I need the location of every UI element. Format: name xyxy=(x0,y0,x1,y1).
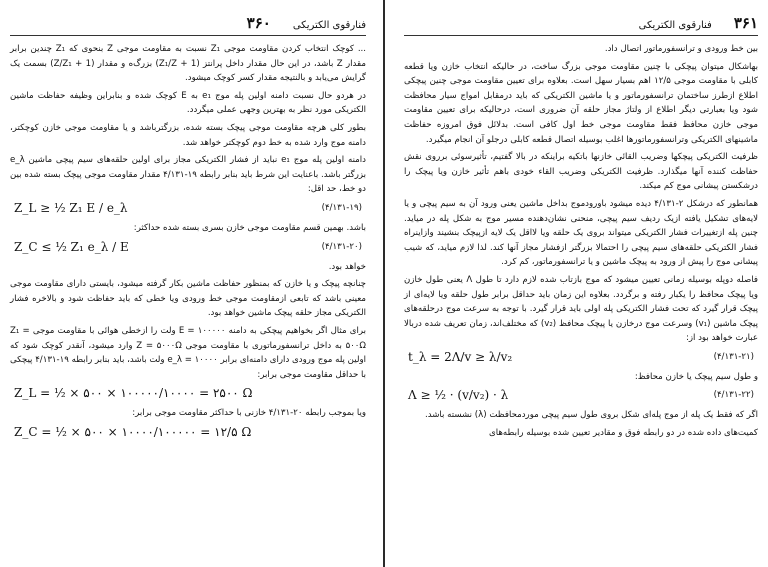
left-paragraph: ویا بموجب رابطه ۲۰-۴/۱۳۱ خازنی با حداکثر مقاومت موجی برابر: xyxy=(132,408,366,419)
left-paragraph: بطور کلی هرچه مقاومت موجی پیچک بسته شده، بزرگترباشد و یا مقاومت موجی خازن کوچکتر، دامنه موج وارد شده به خط دوم کوچکتر خواهد شد. xyxy=(10,122,366,148)
equation-number: (۴/۱۳۱-۱۹) xyxy=(321,202,362,213)
right-paragraph: بین خط ورودی و ترانسفورماتور اتصال داد. xyxy=(604,44,758,54)
equation-number: (۴/۱۳۱-۲۲) xyxy=(713,390,754,401)
right-page xyxy=(384,0,768,567)
left-paragraph: در هردو حال نسبت دامنه اولین پله موج e₁ به E کوچک شده و بنابراین وظیفه حفاظت ماشین الکتریکی مورد نظر به بهترین وجهی عملی میگردد. xyxy=(10,90,366,116)
equation-19 xyxy=(10,201,366,215)
right-paragraph: اگر که فقط یک پله از موج پله‌ای شکل بروی طول سیم پیچی موردمحافظت (λ) نشسته باشد. xyxy=(424,410,758,421)
left-paragraph: باشد. بهمین قسم مقاومت موجی خازن بسری بسته شده حداکثر: xyxy=(133,222,366,233)
equation-number: (۴/۱۳۱-۲۱) xyxy=(713,351,754,362)
left-paragraph: خواهد بود. xyxy=(328,261,366,272)
equation-21 xyxy=(404,350,758,364)
equation-formula: Z_C ≤ ½ Z₁ e_λ / E xyxy=(14,239,129,254)
right-paragraph: ظرفیت الکتریکی پیچکها وضریب القائی خازنها باتکیه براینکه در بالا گفتیم، تأثیرسوئی برروی نقش حفاظت کننده آنها میگذارد. ظرفیت الکتریکی وضریب القاء خودی باهم تأثیر خازن ویا پیچک را درشکستن پیشانی موج کم میکند. xyxy=(404,152,758,192)
left-paragraph: ... کوچک انتخاب کردن مقاومت موجی Z₁ نسبت به مقاومت موجی Z بنحوی که Z₁ چندین برابر مقدار Z باشد، در این حال مقدار داخل پرانتز (1 + Z₁/Z) بزرگ‌ه و مقدار (1 + Z/Z₁) بسمت یک گرایش می‌یابد و بالنتیجه مقدار کسر کوچک میشود. xyxy=(10,44,367,84)
equation-formula: Z_L ≥ ½ Z₁ E / e_λ xyxy=(14,200,128,215)
right-page-number: ۳۶۱ xyxy=(733,14,758,32)
right-paragraph: کمیت‌های داده شده در دو رابطه فوق و مقادیر تعیین شده بوسیله رابطه‌های xyxy=(489,428,758,439)
right-paragraph: و طول سیم پیچک یا خازن محافظ: xyxy=(634,371,758,382)
left-paragraph: دامنه اولین پله موج e₁ نباید از فشار الکتریکی مجاز برای اولین حلقه‌های سیم پیچی ماشین e_λ بزرگتر باشد. باعنایت این شرط باید بنابر رابطه ۱۹-۴/۱۳۱ مقدار مقاومت موجی پیچک بسته شده بین دو خط، حد اقل: xyxy=(10,155,367,195)
equation-formula: t_λ = 2Λ/v ≥ λ/v₂ xyxy=(408,349,513,364)
equation-example-zl xyxy=(10,386,366,400)
equation-number: (۴/۱۳۱-۲۰) xyxy=(321,241,362,252)
left-page-number: ۳۶۰ xyxy=(246,14,271,32)
equation-formula: Z_L = ½ × ۵۰۰ × ۱۰۰۰۰۰/۱۰۰۰۰ = ۲۵۰۰ Ω xyxy=(14,386,253,401)
equation-22 xyxy=(404,388,758,402)
left-paragraph: برای مثال اگر بخواهیم پیچکی به دامنه E = ۱۰۰۰۰۰ ولت را ازخطی هوائی با مقاومت موجی Z₁ = ۵۰۰Ω به داخل ترانسفورماتوری با مقاومت موجی Z = ۵۰۰۰Ω وارد میشود، آنقدر کوچک شود که اولین پله موج ورودی دارای دامنه‌ای برابر e_λ = ۱۰۰۰۰ ولت باشد، باید بنابر رابطه ۱۹-۴/۱۳۱ پیچکی با حداقل مقاومت موجی برابر: xyxy=(10,325,367,380)
left-page-header xyxy=(10,14,366,36)
left-paragraph: چنانچه پیچک و یا خازن که بمنظور حفاظت ماشین بکار گرفته میشود، بایستی دارای مقاومت موجی معینی باشد که تابعی ازمقاومت موجی خط ورودی ویا خطی که باید حفاظت شود و بالاخره فشار الکتریکی مجاز حلقه پیچک ماشین خواهد بود. xyxy=(10,279,366,319)
right-page-header xyxy=(404,14,758,36)
right-running-title: فنارقوی الکتریکی xyxy=(638,20,712,31)
left-running-title: فنارقوی الکتریکی xyxy=(292,20,366,31)
right-paragraph: همانطور که درشکل ۲-۴/۱۳۱ دیده میشود باورودموج بداخل ماشین یعنی ورود آن به سیم پیچی و یا لایه‌های تشکیل یافته ازیک ردیف سیم پیچی، منحنی نشان‌دهنده مسیر موج به شکل پله در میاید. چنین پله ازتغییرات فشار الکتریکی میتواند بروی یک حلقه ویا لااقل یک لایه ازپیچک بنشیند وازاینراه فشار الکتریکی حلقه‌های سیم پیچی را احتمالا بزرگتر ازفشار مجاز آنها کند. لذا لازم میاید، که شیب پیشانی موج را پیش از ورود به پیچک ماشین و یا ترانسفورماتور، کم کرد. xyxy=(404,198,758,268)
right-paragraph: فاصله دوپله بوسیله زمانی تعیین میشود که موج بازتاب شده لازم دارد تا طول Λ یعنی طول خازن ویا پیچک محافظ را یکبار رفته و برگردد. بعلاوه این زمان باید حداقل برابر طول حلقه ویا لایه‌ای از پیچک قرار گیرد که تحت فشار الکتریکی پله اولی باید قرار گیرد. با توجه به سرعت موج درحلقه‌های پیچک ماشین (v₁) وسرعت موج درخازن یا پیچک محافظ (v₂) که مختلف‌اند، زمان تعریف شده دربالا عبارت خواهد بود از: xyxy=(404,274,758,344)
equation-example-zc xyxy=(10,425,366,439)
right-paragraph: بهاشکال میتوان پیچکی با چنین مقاومت موجی بزرگ ساخت، در حالیکه انتخاب خازن ویا قطعه کابلی با مقاومت موجی ۱۲/۵ اهم بسیار سهل است. بعلاوه برای تعیین مقاومت موجی چنین پیچکی اطلاع ازطرز ساختمان ترانسفورماتور و یا ماشین الکتریکی که باید درمقابل امواج سیار محافظت شود ویا بعبارتی دیگر اطلاع از ولتاژ مجاز حلقه آن ضروری است، درحالیکه برای تعیین مقاومت موجی خازن محافظ فقط مقاومت موجی خط اول کافی است. بدلائل فوق امروزه حفاظت ماشینهای الکتریکی وترانسفورماتورها اغلب بوسیله اتصال قطعه کابلی درجلو آن انجام میگیرد. xyxy=(404,61,758,145)
equation-formula: Z_C = ½ × ۵۰۰ × ۱۰۰۰۰/۱۰۰۰۰۰ = ۱۲/۵ Ω xyxy=(14,424,252,439)
equation-20 xyxy=(10,240,366,254)
equation-formula: Λ ≥ ½ · (v/v₂) · λ xyxy=(408,388,509,403)
